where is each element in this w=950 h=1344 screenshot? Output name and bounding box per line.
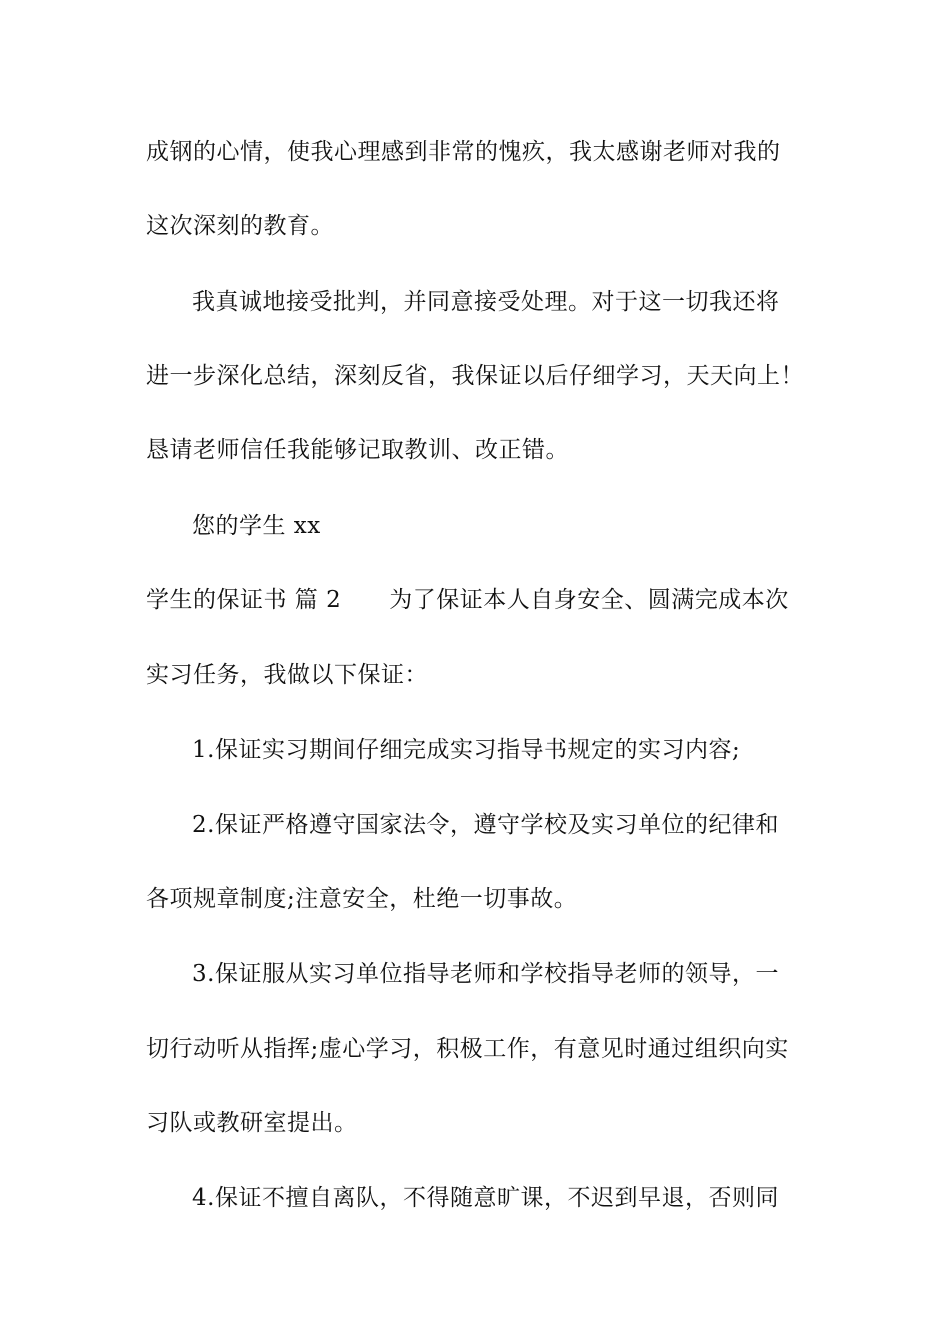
section-intro: 为了保证本人自身安全、圆满完成本次 [389, 587, 789, 613]
paragraph-line: 进一步深化总结，深刻反省，我保证以后仔细学习，天天向上！ [146, 363, 804, 389]
section-heading-line [146, 580, 826, 620]
list-item: 3.保证服从实习单位指导老师和学校指导老师的领导，一 [192, 961, 779, 987]
list-item: 1.保证实习期间仔细完成实习指导书规定的实习内容; [192, 737, 741, 763]
signature-line: 您的学生 xx [192, 513, 321, 539]
paragraph-line: 恳请老师信任我能够记取教训、改正错。 [146, 437, 569, 463]
section-heading: 学生的保证书 篇 2 [146, 587, 342, 613]
list-item-continuation: 各项规章制度;注意安全，杜绝一切事故。 [146, 886, 578, 912]
paragraph-line: 我真诚地接受批判，并同意接受处理。对于这一切我还将 [192, 289, 780, 315]
paragraph-line: 这次深刻的教育。 [146, 213, 334, 239]
list-item: 2.保证严格遵守国家法令，遵守学校及实习单位的纪律和 [192, 812, 779, 838]
list-item-continuation: 习队或教研室提出。 [146, 1110, 358, 1136]
paragraph-line: 实习任务，我做以下保证： [146, 662, 428, 688]
list-item: 4.保证不擅自离队，不得随意旷课，不迟到早退，否则同 [192, 1185, 779, 1211]
list-item-continuation: 切行动听从指挥;虚心学习，积极工作，有意见时通过组织向实 [146, 1036, 789, 1062]
paragraph-line: 成钢的心情，使我心理感到非常的愧疚，我太感谢老师对我的 [146, 139, 781, 165]
